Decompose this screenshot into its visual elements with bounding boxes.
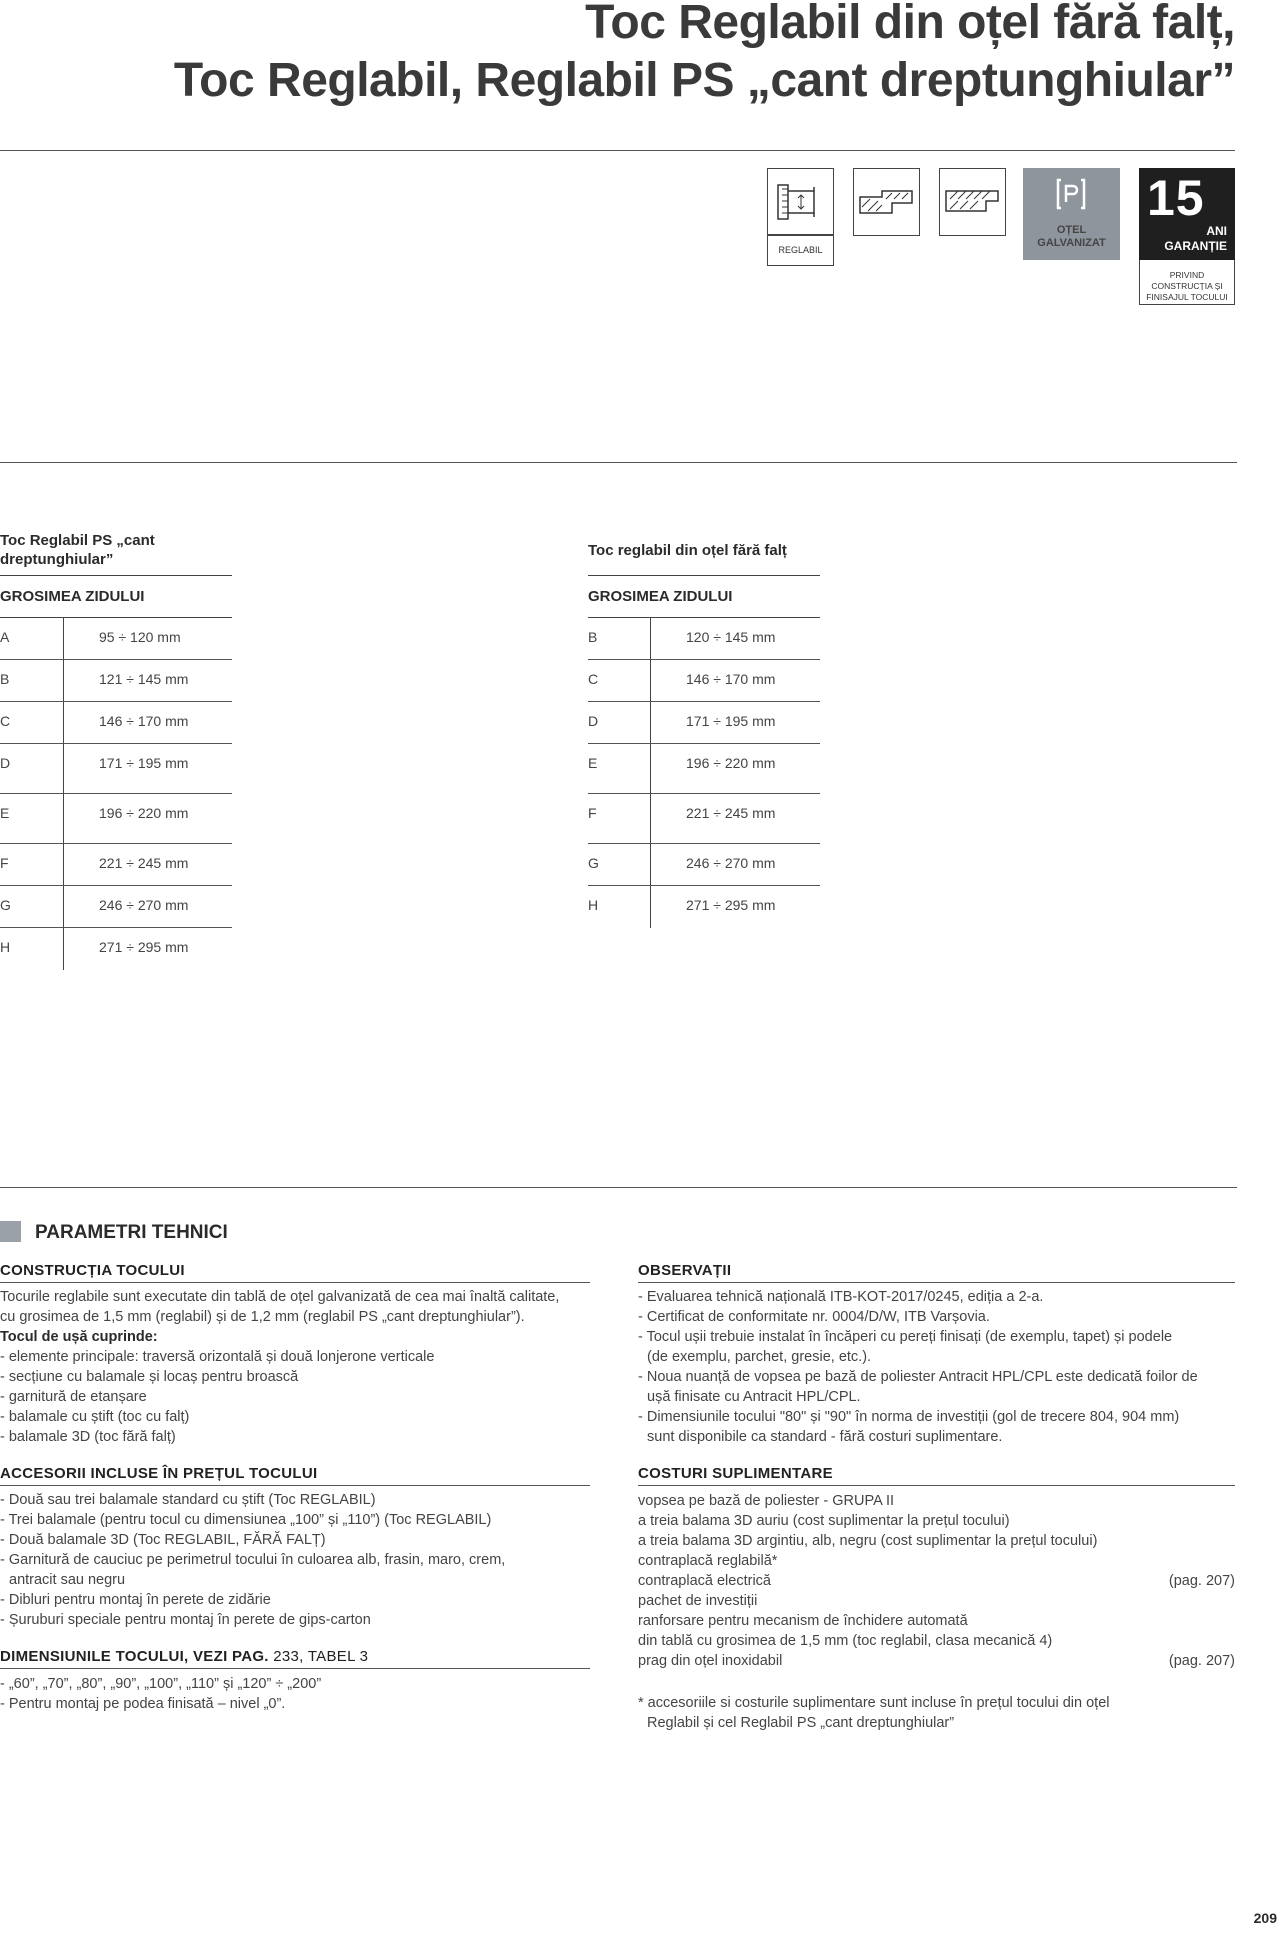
row-value: 271 ÷ 295 mm bbox=[686, 897, 776, 913]
table-row bbox=[588, 744, 820, 794]
table-row bbox=[588, 660, 820, 702]
galvanized-line-1: OȚEL bbox=[1056, 224, 1087, 236]
tech-section-title: PARAMETRI TEHNICI bbox=[35, 1222, 228, 1243]
row-code: B bbox=[588, 629, 598, 645]
frame-flush-icon bbox=[939, 168, 1006, 236]
warranty-badge bbox=[1139, 168, 1235, 260]
table-row bbox=[0, 702, 232, 744]
right-table-title: Toc reglabil din oțel fără falț bbox=[588, 542, 787, 559]
table-row bbox=[0, 618, 232, 660]
tech-divider bbox=[0, 1187, 1237, 1188]
table-row bbox=[588, 844, 820, 886]
page-reference: (pag. 207) bbox=[1168, 1653, 1235, 1669]
list-item: - Garnitură de cauciuc pe perimetrul tocului în culoarea alb, frasin, maro, crem, bbox=[0, 1552, 506, 1568]
row-code: H bbox=[0, 939, 11, 955]
row-value: 271 ÷ 295 mm bbox=[99, 939, 189, 955]
left-table-header: GROSIMEA ZIDULUI bbox=[0, 588, 145, 605]
dimensions-heading: DIMENSIUNILE TOCULUI, VEZI PAG. 233, TABEL 3 bbox=[0, 1648, 590, 1669]
row-code: C bbox=[0, 713, 11, 729]
list-item: - balamale 3D (toc fără falț) bbox=[0, 1429, 176, 1445]
list-item: - Tocul ușii trebuie instalat în încăperi cu pereți finisați (de exemplu, tapet) și podele bbox=[638, 1329, 1173, 1345]
list-item: - Două balamale 3D (Toc REGLABIL, FĂRĂ FALȚ) bbox=[0, 1532, 326, 1548]
extra-costs-list bbox=[638, 1491, 1235, 1671]
row-value: 246 ÷ 270 mm bbox=[99, 897, 189, 913]
list-item: ușă finisate cu Antracit HPL/CPL. bbox=[647, 1389, 861, 1405]
list-item: contraplacă electrică (pag. 207) bbox=[638, 1573, 1235, 1589]
reglabil-profile-icon bbox=[767, 168, 834, 236]
row-code: D bbox=[588, 713, 599, 729]
title-line-1: Toc Reglabil din oțel fără falț, bbox=[585, 0, 1235, 49]
reglabil-label: REGLABIL bbox=[767, 234, 834, 266]
row-code: F bbox=[0, 855, 9, 871]
list-item: - „60”, „70”, „80”, „90”, „100”, „110” și „120” ÷ „200” bbox=[0, 1676, 322, 1692]
frame-rabbet-icon bbox=[853, 168, 920, 236]
list-item: - Noua nuanță de vopsea pe bază de poliester Antracit HPL/CPL este dedicată foilor de bbox=[638, 1369, 1198, 1385]
list-item: pachet de investiții bbox=[638, 1593, 758, 1609]
list-item: - elemente principale: traversă orizontală și două lonjerone verticale bbox=[0, 1349, 435, 1365]
row-value: 196 ÷ 220 mm bbox=[686, 755, 776, 771]
list-item: - Șuruburi speciale pentru montaj în perete de gips-carton bbox=[0, 1612, 371, 1628]
warranty-years: 15 bbox=[1147, 170, 1205, 226]
row-code: H bbox=[588, 897, 599, 913]
list-item: - secțiune cu balamale și locaș pentru broască bbox=[0, 1369, 299, 1385]
table-row bbox=[0, 794, 232, 844]
section-divider-top bbox=[0, 462, 1237, 463]
table-row bbox=[0, 744, 232, 794]
row-code: E bbox=[588, 755, 598, 771]
page-title bbox=[174, 0, 1235, 110]
row-value: 146 ÷ 170 mm bbox=[99, 713, 189, 729]
accessories-heading: ACCESORII INCLUSE ÎN PREȚUL TOCULUI bbox=[0, 1465, 590, 1486]
title-line-2: Toc Reglabil, Reglabil PS „cant dreptunghiular” bbox=[173, 54, 1235, 107]
list-item: a treia balama 3D argintiu, alb, negru (cost suplimentar la prețul tocului) bbox=[638, 1533, 1098, 1549]
list-item: vopsea pe bază de poliester - GRUPA II bbox=[638, 1493, 895, 1509]
observations-heading: OBSERVAȚII bbox=[638, 1262, 1235, 1283]
table-row bbox=[588, 794, 820, 844]
list-item: din tablă cu grosimea de 1,5 mm (toc reglabil, clasa mecanică 4) bbox=[638, 1633, 1053, 1649]
list-item: - Două sau trei balamale standard cu știft (Toc REGLABIL) bbox=[0, 1492, 376, 1508]
table-row bbox=[0, 660, 232, 702]
title-divider bbox=[0, 150, 1235, 151]
row-value: 95 ÷ 120 mm bbox=[99, 629, 181, 645]
list-item: - Dimensiunile tocului "80" și "90" în norma de investiții (gol de trecere 804, 904 mm) bbox=[638, 1409, 1180, 1425]
table-row bbox=[0, 886, 232, 928]
row-value: 121 ÷ 145 mm bbox=[99, 671, 189, 687]
list-item: - garnitură de etanșare bbox=[0, 1389, 147, 1405]
page-reference: (pag. 207) bbox=[1168, 1573, 1235, 1589]
right-table-header: GROSIMEA ZIDULUI bbox=[588, 588, 733, 605]
list-item: antracit sau negru bbox=[9, 1572, 126, 1588]
page-number: 209 bbox=[1253, 1910, 1277, 1926]
list-item: ranforsare pentru mecanism de închidere automată bbox=[638, 1613, 968, 1629]
row-code: E bbox=[0, 805, 10, 821]
row-value: 246 ÷ 270 mm bbox=[686, 855, 776, 871]
row-code: G bbox=[0, 897, 11, 913]
list-item: - Pentru montaj pe podea finisată – nivel „0”. bbox=[0, 1696, 286, 1712]
section-marker-icon bbox=[0, 1221, 21, 1242]
row-value: 146 ÷ 170 mm bbox=[686, 671, 776, 687]
list-item: - Evaluarea tehnică națională ITB-KOT-2017/0245, ediția a 2-a. bbox=[638, 1289, 1044, 1305]
accessories-text bbox=[0, 1490, 505, 1630]
warranty-line-2: GARANȚIE bbox=[1164, 239, 1227, 253]
row-value: 120 ÷ 145 mm bbox=[686, 629, 776, 645]
row-code: B bbox=[0, 671, 10, 687]
row-code: D bbox=[0, 755, 11, 771]
list-item: contraplacă reglabilă* bbox=[638, 1553, 778, 1569]
table-row bbox=[0, 928, 232, 970]
galvanized-steel-badge bbox=[1023, 168, 1120, 260]
row-value: 221 ÷ 245 mm bbox=[99, 855, 189, 871]
extra-costs-heading: COSTURI SUPLIMENTARE bbox=[638, 1465, 1235, 1486]
extra-costs-note: * accesoriile si costurile suplimentare sunt incluse în prețul tocului din oțel Reglabil și cel Reglabil PS „cant dreptunghiular” bbox=[638, 1695, 1110, 1731]
construction-text: Tocurile reglabile sunt executate din tablă de oțel galvanizată de cea mai înaltă calitate, cu grosimea de 1,5 mm (reglabil) și de 1,2 mm (reglabil PS „cant dreptunghiular”). Tocul de ușă cuprinde: - elemente principale: traversă orizontală și două lonjerone verticale - secțiune cu balamale și locaș pentru broască - garnitură de etanșare - balamale cu știft (toc cu falț) - balamale 3D (toc fără falț) bbox=[0, 1289, 560, 1445]
list-item: (de exemplu, parchet, gresie, etc.). bbox=[647, 1349, 872, 1365]
construction-heading: CONSTRUCȚIA TOCULUI bbox=[0, 1262, 590, 1283]
galvanized-p-icon bbox=[1056, 178, 1086, 210]
list-item: sunt disponibile ca standard - fără costuri suplimentare. bbox=[647, 1429, 1003, 1445]
list-item: - Dibluri pentru montaj în perete de zidărie bbox=[0, 1592, 271, 1608]
row-value: 196 ÷ 220 mm bbox=[99, 805, 189, 821]
row-code: A bbox=[0, 629, 10, 645]
table-row bbox=[588, 618, 820, 660]
dimensions-ref: 233, TABEL 3 bbox=[268, 1648, 369, 1665]
list-item: - Trei balamale (pentru tocul cu dimensiunea „100” și „110”) (Toc REGLABIL) bbox=[0, 1512, 492, 1528]
left-table-title: Toc Reglabil PS „cant dreptunghiular” bbox=[0, 532, 155, 568]
warranty-line-1: ANI bbox=[1206, 224, 1227, 238]
dimensions-text bbox=[0, 1674, 321, 1714]
list-item: prag din oțel inoxidabil (pag. 207) bbox=[638, 1653, 1235, 1669]
row-code: C bbox=[588, 671, 599, 687]
row-code: F bbox=[588, 805, 597, 821]
galvanized-line-2: GALVANIZAT bbox=[1037, 237, 1106, 249]
warranty-subtext: PRIVIND CONSTRUCȚIA ȘI FINISAJUL TOCULUI bbox=[1139, 260, 1235, 305]
list-item: - balamale cu știft (toc cu falț) bbox=[0, 1409, 190, 1425]
table-row bbox=[588, 702, 820, 744]
row-code: G bbox=[588, 855, 599, 871]
table-row bbox=[0, 844, 232, 886]
row-value: 221 ÷ 245 mm bbox=[686, 805, 776, 821]
row-value: 171 ÷ 195 mm bbox=[99, 755, 189, 771]
row-value: 171 ÷ 195 mm bbox=[686, 713, 776, 729]
table-row bbox=[588, 886, 820, 928]
observations-text bbox=[638, 1287, 1198, 1447]
list-item: - Certificat de conformitate nr. 0004/D/W, ITB Varșovia. bbox=[638, 1309, 990, 1325]
list-item: a treia balama 3D auriu (cost suplimentar la prețul tocului) bbox=[638, 1513, 1010, 1529]
